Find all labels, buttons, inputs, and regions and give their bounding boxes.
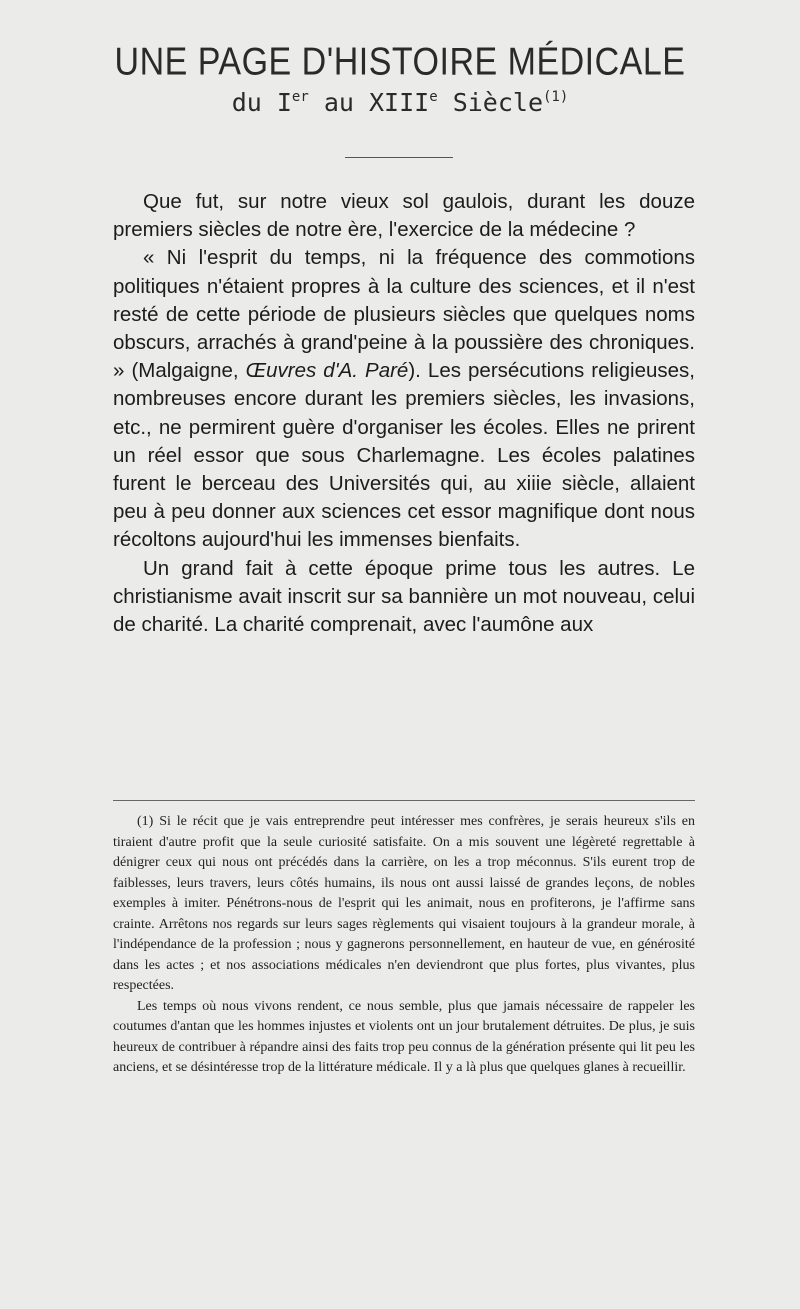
subtitle-mid: au XIII bbox=[308, 88, 430, 117]
paragraph-2-part-a: « Ni l'esprit du temps, ni la fréquence des commotions politiques n'étaient propres à la culture des sciences, et il n'est resté de cette période de plusieurs siècles que quelques noms obscurs, arrachés à grand'peine à la poussière des chroniques. » (Malgaigne, bbox=[113, 246, 695, 383]
page-subtitle bbox=[0, 88, 800, 117]
footnote-separator bbox=[113, 800, 695, 801]
paragraph-2 bbox=[113, 244, 695, 554]
footnote-paragraph-2: Les temps où nous vivons rendent, ce nous semble, plus que jamais nécessaire de rappeler les coutumes d'antan que les hommes injustes et violents ont un jour brutalement détruites. De plus, je suis heureux de contribuer à répandre ainsi des faits trop peu connus de la génération présente qui lit peu les anciens, et se désintéresse trop de la littérature médicale. Il y a là plus que quelques glanes à recueillir. bbox=[113, 998, 695, 1075]
paragraph-2-part-b: ). Les persécutions religieuses, nombreuses encore durant les premiers siècles, les invasions, etc., ne permirent guère d'organiser les écoles. Elles ne prirent un réel essor que sous Charlemagne. Les écoles palatines furent le berceau des Universités qui, au xiiie siècle, allaient peu à peu donner aux sciences cet essor magnifique dont nous récoltons aujourd'hui les immenses bienfaits. bbox=[113, 359, 695, 552]
main-text bbox=[113, 188, 695, 639]
subtitle-prefix: du I bbox=[231, 88, 292, 117]
footnote-paragraph-1: (1) Si le récit que je vais entreprendre peut intéresser mes confrères, je serais heureux s'ils en tiraient d'autre profit que la seule curiosité satisfaite. On a mis souvent une légèreté regrettable à dénigrer ceux qui nous ont précédés dans la carrière, on les a trop méconnus. S'ils eurent trop de faiblesses, leurs travers, leurs côtés humains, ils nous ont aussi laissé de grandes leçons, de nobles exemples à imiter. Pénétrons-nous de l'esprit qui les animait, nous en profiterons, je l'affirme sans crainte. Arrêtons nos regards sur leurs sages règlements qui visaient toujours à la grandeur morale, à l'indépendance de la profession ; nous y gagnerons personnellement, en hauteur de vue, en générosité dans les actes ; et nos associations médicales n'en deviendront que plus fortes, plus vivantes, plus respectées. bbox=[113, 814, 695, 993]
paragraph-3: Un grand fait à cette époque prime tous les autres. Le christianisme avait inscrit sur sa bannière un mot nouveau, celui de charité. La charité comprenait, avec l'aumône aux bbox=[113, 556, 695, 637]
footnotes bbox=[113, 812, 695, 1079]
paragraph-1: Que fut, sur notre vieux sol gaulois, durant les douze premiers siècles de notre ère, l'exercice de la médecine ? bbox=[113, 190, 695, 242]
subtitle-sup-1: er bbox=[291, 89, 309, 105]
paragraph-2-work-title: Œuvres d'A. Paré bbox=[245, 359, 409, 383]
footnote-reference: (1) bbox=[543, 89, 569, 105]
subtitle-sup-2: e bbox=[429, 89, 438, 105]
title-divider bbox=[345, 157, 453, 158]
subtitle-suffix: Siècle bbox=[437, 88, 543, 117]
page-title: UNE PAGE D'HISTOIRE MÉDICALE bbox=[114, 40, 686, 84]
